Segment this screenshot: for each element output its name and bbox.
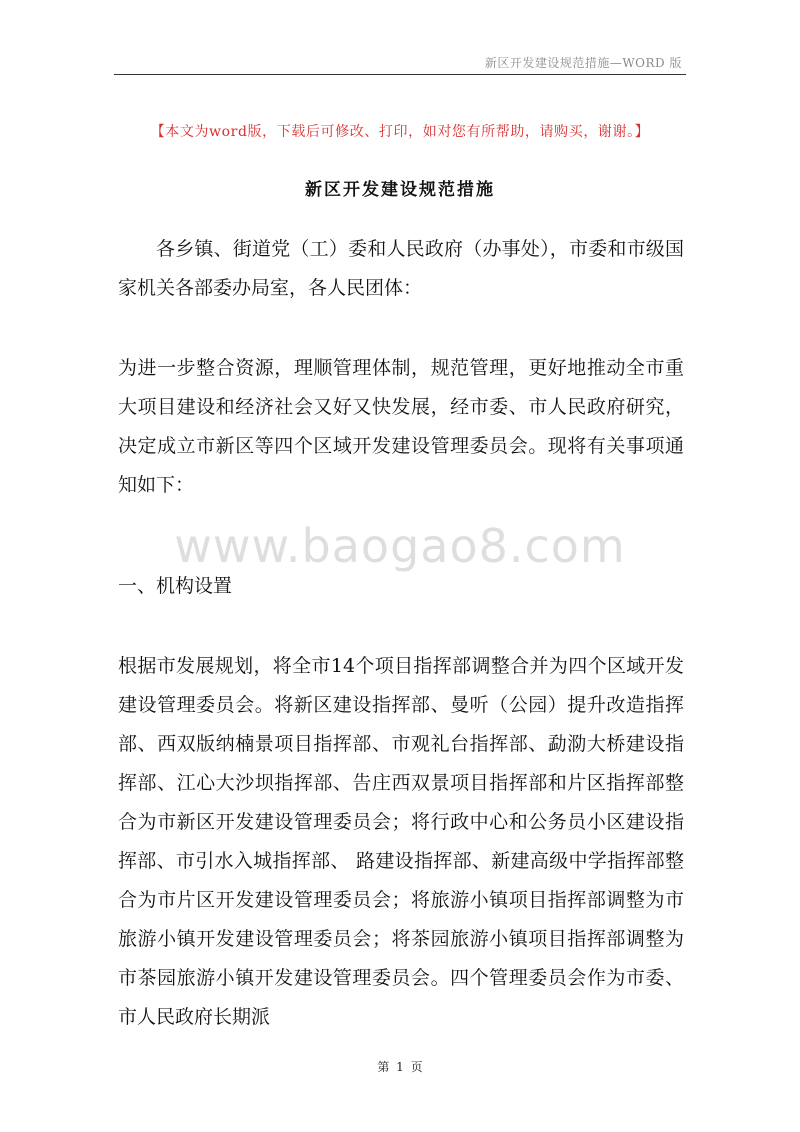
running-header: 新区开发建设规范措施—WORD 版 (484, 56, 682, 70)
section-heading: 一、机构设置 (118, 575, 233, 597)
intro-paragraph: 为进一步整合资源，理顺管理体制，规范管理，更好地推动全市重大项目建设和经济社会又好又快发展，经市委、市人民政府研究，决定成立市新区等四个区域开发建设管理委员会。现将有关事项通知如下： (118, 357, 684, 496)
salutation-paragraph: 各乡镇、街道党（工）委和人民政府（办事处），市委和市级国家机关各部委办局室，各人民团体： (118, 238, 684, 299)
watermark: www.baogao8.com (174, 519, 626, 573)
header-divider (114, 74, 686, 75)
page-number: 第 1 页 (377, 1060, 423, 1074)
download-notice: 【本文为word版，下载后可修改、打印，如对您有所帮助，请购买，谢谢。】 (150, 124, 650, 140)
body-paragraph: 根据市发展规划，将全市14个项目指挥部调整合并为四个区域开发建设管理委员会。将新区建设指挥部、曼听（公园）提升改造指挥部、西双版纳楠景项目指挥部、市观礼台指挥部、勐泐大桥建设指挥部、江心大沙坝指挥部、告庄西双景项目指挥部和片区指挥部整合为市新区开发建设管理委员会；将行政中心和公务员小区建设指挥部、市引水入城指挥部、 路建设指挥部、新建高级中学指挥部整合为市片区开发建设管理委员会；将旅游小镇项目指挥部调整为市旅游小镇开发建设管理委员会；将茶园旅游小镇项目指挥部调整为市茶园旅游小镇开发建设管理委员会。四个管理委员会作为市委、市人民政府长期派 (118, 655, 684, 1028)
document-title: 新区开发建设规范措施 (305, 180, 495, 200)
